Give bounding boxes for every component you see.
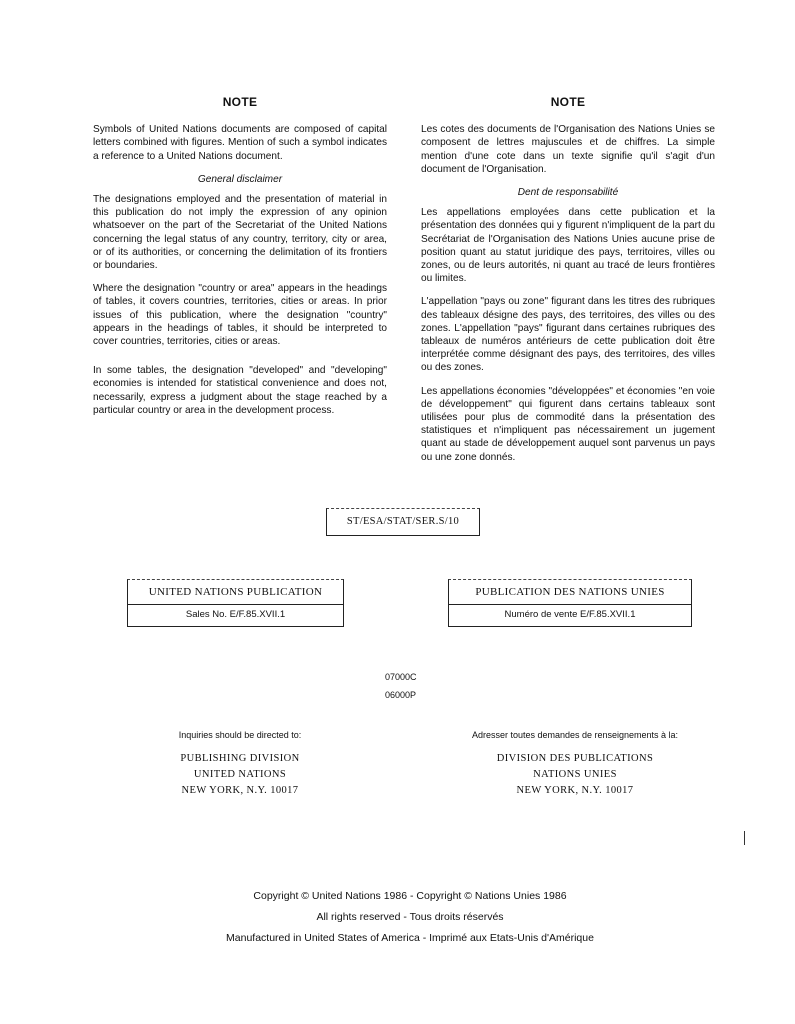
french-disclaimer-paragraph-1: Les appellations employées dans cette publication et la présentation des données qui y figurent n'impliquent de la part du Secrétariat de l'Organisation des Nations Unies aucune prise de position quant au statut juridique des pays, territoires, villes ou zones, ou de leurs autorités, ni quant au tracé de leurs frontières ou limites. xyxy=(421,207,715,285)
margin-mark xyxy=(744,831,745,845)
english-column xyxy=(93,96,387,427)
french-inquiries-lead: Adresser toutes demandes de renseignements à la: xyxy=(471,730,679,740)
rights-line: All rights reserved - Tous droits réservés xyxy=(316,911,504,923)
french-sales-number: Numéro de vente E/F.85.XVII.1 xyxy=(504,609,636,620)
price-code: 06000P xyxy=(385,690,417,700)
english-inquiries xyxy=(150,730,330,799)
english-address xyxy=(150,751,330,799)
french-symbols-paragraph: Les cotes des documents de l'Organisation des Nations Unies se composent de lettres majuscules et de chiffres. La simple mention d'une cote dans un texte signifie qu'il s'agit d'un document de l'Organisation. xyxy=(421,124,715,175)
english-note-heading: NOTE xyxy=(222,95,258,109)
english-symbols-paragraph: Symbols of United Nations documents are composed of capital letters combined with figures. Mention of such a symbol indicates a reference to a United Nations document. xyxy=(93,124,387,162)
french-publication-title: PUBLICATION DES NATIONS UNIES xyxy=(449,580,691,605)
manufactured-line: Manufactured in United States of America - Imprimé aux Etats-Unis d'Amérique xyxy=(226,932,594,944)
english-disclaimer-paragraph-3: In some tables, the designation "developed" and "developing" economies is intended for statistical convenience and does not, necessarily, express a judgment about the stage reached by a particular country or area in the development process. xyxy=(93,365,387,416)
address-line: DIVISION DES PUBLICATIONS xyxy=(496,753,654,764)
french-note-heading: NOTE xyxy=(550,95,586,109)
english-disclaimer-paragraph-1: The designations employed and the presentation of material in this publication do not imply the expression of any opinion whatsoever on the part of the Secretariat of the United Nations concerning the legal status of any country, territory, city or area, or of its authorities, or concerning the delimitation of its frontiers or boundaries. xyxy=(93,194,387,272)
french-address xyxy=(440,751,710,799)
french-column xyxy=(421,96,715,474)
french-disclaimer-paragraph-2: L'appellation "pays ou zone" figurant dans les titres des rubriques des tableaux désigne des pays, des territoires, des villes ou des zones. L'appellation "pays" figurant dans certaines rubriques des tableaux de numéros antérieurs de cette publication doit être interprétée comme désignant des pays, des territoires, des villes ou des zones. xyxy=(421,296,715,374)
english-publication-box xyxy=(127,579,344,627)
address-line: NEW YORK, N.Y. 10017 xyxy=(516,785,634,796)
french-publication-box xyxy=(448,579,692,627)
english-sales-number: Sales No. E/F.85.XVII.1 xyxy=(185,609,286,620)
price-codes xyxy=(385,668,417,704)
document-symbol: ST/ESA/STAT/SER.S/10 xyxy=(326,508,480,536)
english-disclaimer-title: General disclaimer xyxy=(197,173,283,185)
english-disclaimer-paragraph-2: Where the designation "country or area" appears in the headings of tables, it covers countries, territories, cities or areas. In prior issues of this publication, where the designation "country" appears in the headings of tables, it should be interpreted to cover countries, territories, cities or areas. xyxy=(93,283,387,348)
price-code: 07000C xyxy=(385,672,417,682)
french-disclaimer-paragraph-3: Les appellations économies "développées" et économies "en voie de développement" qui figurent dans certains tableaux sont utilisées pour plus de commodité dans la présentation des statistiques et n'impliquent pas nécessairement un jugement quant au stade de développement auquel sont parvenus un pays ou une zone donnés. xyxy=(421,385,715,463)
french-disclaimer-title: Dent de responsabilité xyxy=(517,187,619,199)
copyright-line: Copyright © United Nations 1986 - Copyright © Nations Unies 1986 xyxy=(253,890,567,902)
english-inquiries-lead: Inquiries should be directed to: xyxy=(178,730,302,740)
french-inquiries xyxy=(440,730,710,799)
english-publication-title: UNITED NATIONS PUBLICATION xyxy=(128,580,343,605)
address-line: UNITED NATIONS xyxy=(193,769,287,780)
address-line: NATIONS UNIES xyxy=(533,769,617,780)
copyright-block xyxy=(150,886,670,949)
address-line: PUBLISHING DIVISION xyxy=(180,753,300,764)
address-line: NEW YORK, N.Y. 10017 xyxy=(181,785,299,796)
